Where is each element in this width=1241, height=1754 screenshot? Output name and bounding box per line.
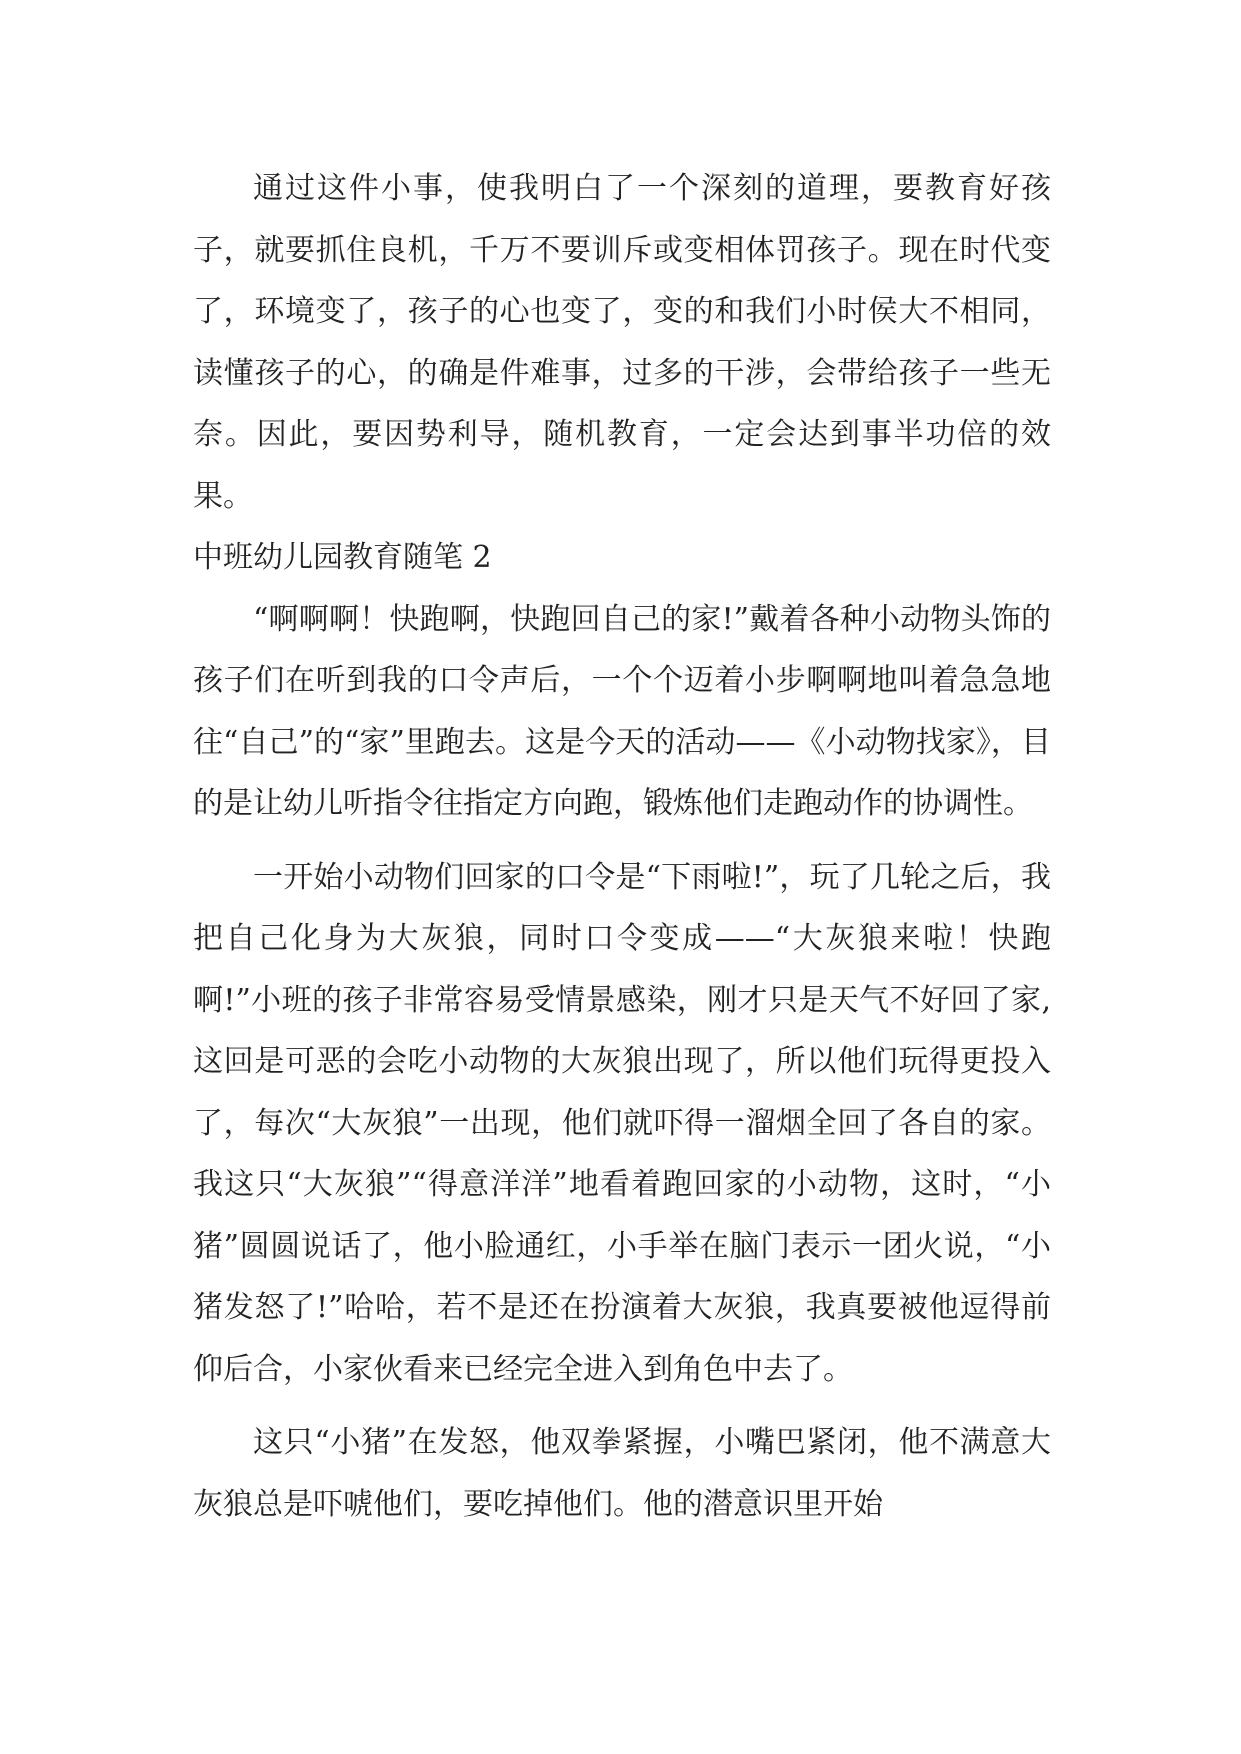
section-heading: 中班幼儿园教育随笔 2 xyxy=(193,540,492,575)
paragraph-conclusion: 通过这件小事，使我明白了一个深刻的道理，要教育好孩子，就要抓住良机，千万不要训斥或变相体罚孩子。现在时代变了，环境变了，孩子的心也变了，变的和我们小时侯大不相同，读懂孩子的心，的确是件难事，过多的干涉，会带给孩子一些无奈。因此，要因势利导，随机教育，一定会达到事半功倍的效果。 xyxy=(193,171,1051,514)
document-body xyxy=(193,158,1051,1535)
paragraph-angry-piglet: 这只“小猪”在发怒，他双拳紧握，小嘴巴紧闭，他不满意大灰狼总是吓唬他们，要吃掉他们。他的潜意识里开始 xyxy=(193,1425,1051,1522)
paragraph-activity-intro: “啊啊啊！快跑啊，快跑回自己的家!”戴着各种小动物头饰的孩子们在听到我的口令声后，一个个迈着小步啊啊地叫着急急地往“自己”的“家”里跑去。这是今天的活动——《小动物找家》，目的是让幼儿听指令往指定方向跑，锻炼他们走跑动作的协调性。 xyxy=(193,601,1051,821)
paragraph-big-bad-wolf: 一开始小动物们回家的口令是“下雨啦!”，玩了几轮之后，我把自己化身为大灰狼，同时口令变成——“大灰狼来啦！快跑啊!”小班的孩子非常容易受情景感染，刚才只是天气不好回了家,这回是可恶的会吃小动物的大灰狼出现了，所以他们玩得更投入了，每次“大灰狼”一出现，他们就吓得一溜烟全回了各自的家。我这只“大灰狼”“得意洋洋”地看着跑回家的小动物，这时，“小猪”圆圆说话了，他小脸通红，小手举在脑门表示一团火说，“小猪发怒了!”哈哈，若不是还在扮演着大灰狼，我真要被他逗得前仰后合，小家伙看来已经完全进入到角色中去了。 xyxy=(193,859,1051,1387)
